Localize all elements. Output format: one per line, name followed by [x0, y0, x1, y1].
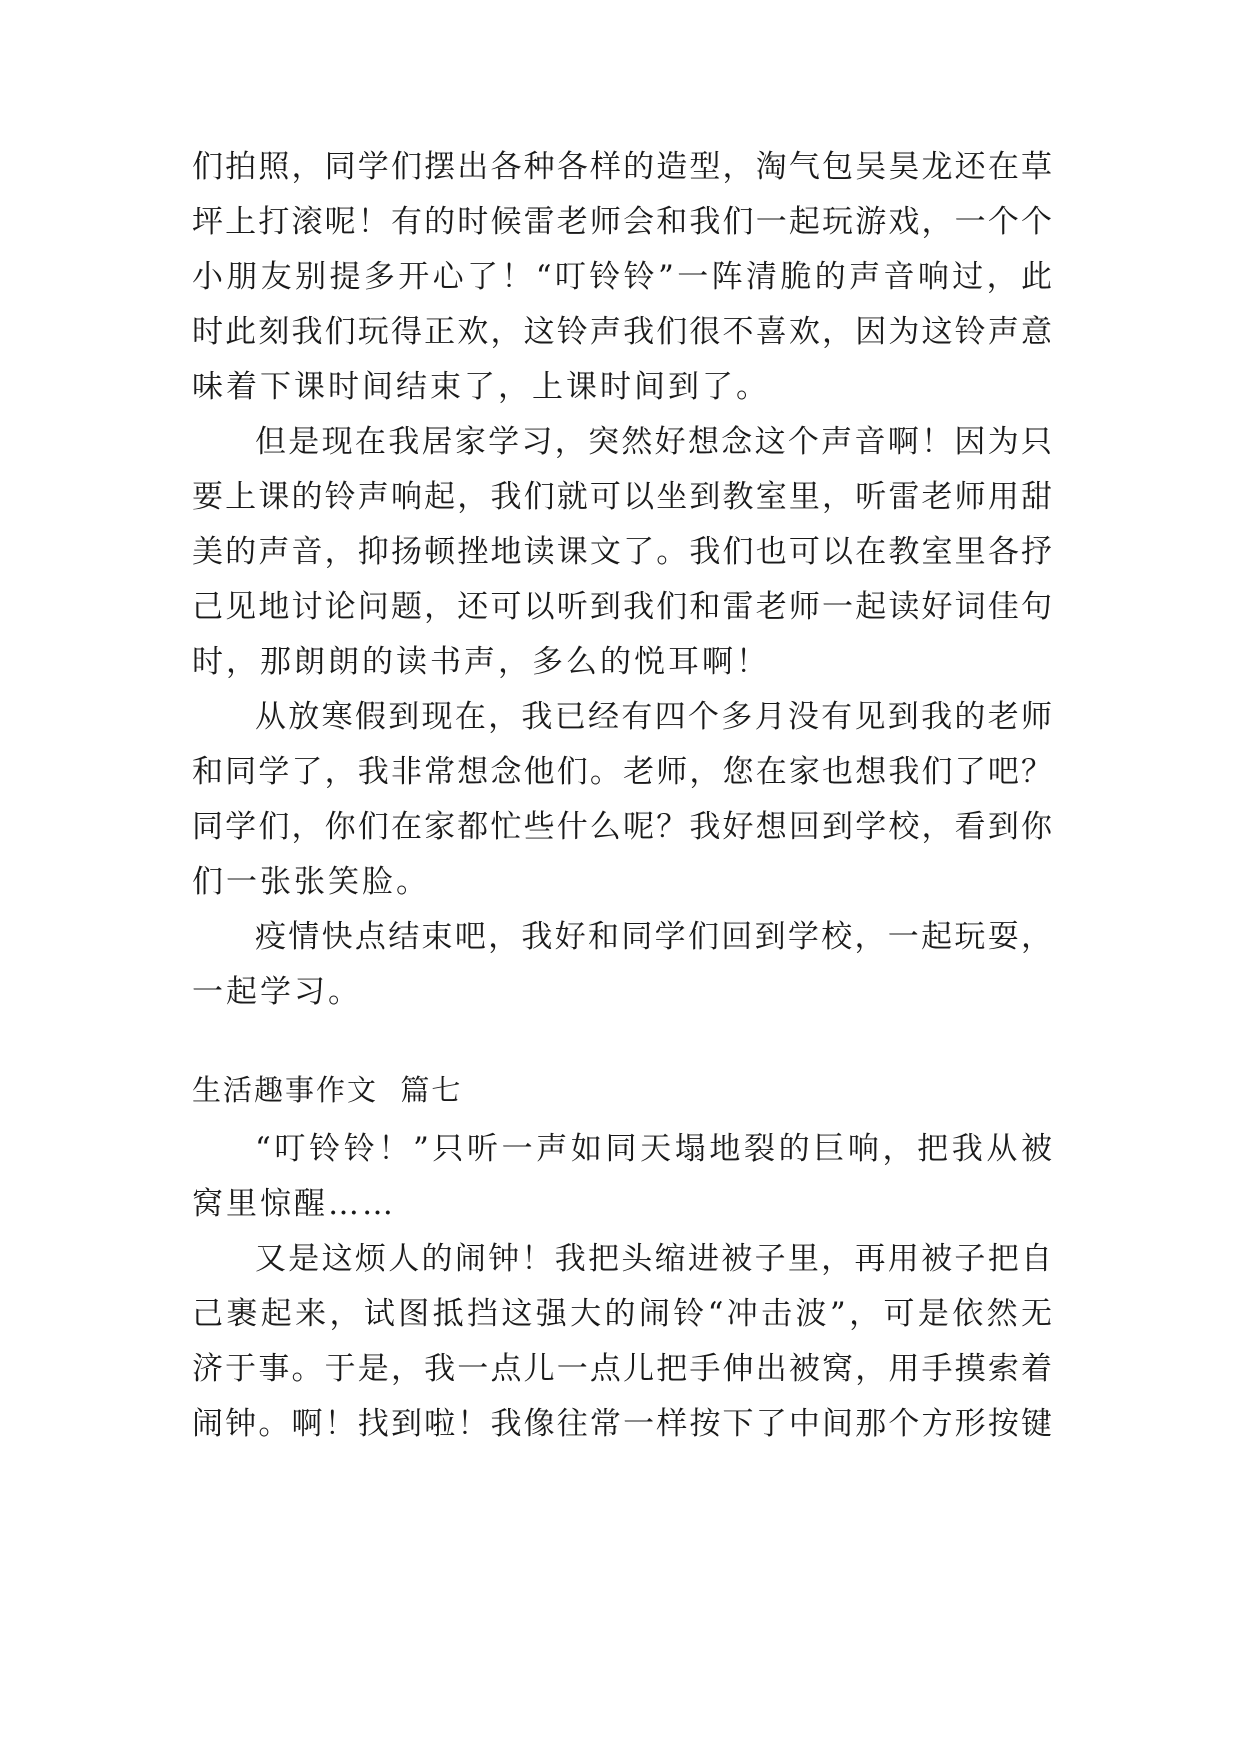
paragraph-line: 窝里惊醒……	[192, 1186, 396, 1222]
paragraph-line: 坪上打滚呢！有的时候雷老师会和我们一起玩游戏，一个个	[192, 204, 1052, 240]
paragraph-line: 们一张张笑脸。	[192, 864, 430, 900]
paragraph-line: 疫情快点结束吧，我好和同学们回到学校，一起玩耍，	[255, 919, 1052, 955]
paragraph-line: 要上课的铃声响起，我们就可以坐到教室里，听雷老师用甜	[192, 479, 1052, 515]
paragraph-line: 己裹起来，试图抵挡这强大的闹铃“冲击波”，可是依然无	[192, 1296, 1052, 1332]
paragraph-line: 一起学习。	[192, 974, 362, 1010]
paragraph-line: 从放寒假到现在，我已经有四个多月没有见到我的老师	[255, 699, 1052, 735]
paragraph-line: 时此刻我们玩得正欢，这铃声我们很不喜欢，因为这铃声意	[192, 314, 1052, 350]
paragraph-line: 闹钟。啊！找到啦！我像往常一样按下了中间那个方形按键	[192, 1406, 1052, 1442]
paragraph-line: 们拍照，同学们摆出各种各样的造型，淘气包吴昊龙还在草	[192, 149, 1052, 185]
paragraph-line: 又是这烦人的闹钟！我把头缩进被子里，再用被子把自	[255, 1241, 1052, 1277]
paragraph-line: 时，那朗朗的读书声，多么的悦耳啊！	[192, 644, 770, 680]
paragraph-line: 小朋友别提多开心了！“叮铃铃”一阵清脆的声音响过，此	[192, 259, 1052, 295]
paragraph-line: “叮铃铃！”只听一声如同天塌地裂的巨响，把我从被	[255, 1131, 1052, 1167]
paragraph-line: 同学们，你们在家都忙些什么呢？我好想回到学校，看到你	[192, 809, 1052, 845]
paragraph-line: 但是现在我居家学习，突然好想念这个声音啊！因为只	[255, 424, 1052, 460]
section-heading: 生活趣事作文 篇七	[192, 1073, 463, 1107]
paragraph-line: 己见地讨论问题，还可以听到我们和雷老师一起读好词佳句	[192, 589, 1052, 625]
paragraph-line: 味着下课时间结束了，上课时间到了。	[192, 369, 770, 405]
paragraph-line: 济于事。于是，我一点儿一点儿把手伸出被窝，用手摸索着	[192, 1351, 1052, 1387]
paragraph-line: 美的声音，抑扬顿挫地读课文了。我们也可以在教室里各抒	[192, 534, 1052, 570]
paragraph-line: 和同学了，我非常想念他们。老师，您在家也想我们了吧？	[192, 754, 1052, 790]
